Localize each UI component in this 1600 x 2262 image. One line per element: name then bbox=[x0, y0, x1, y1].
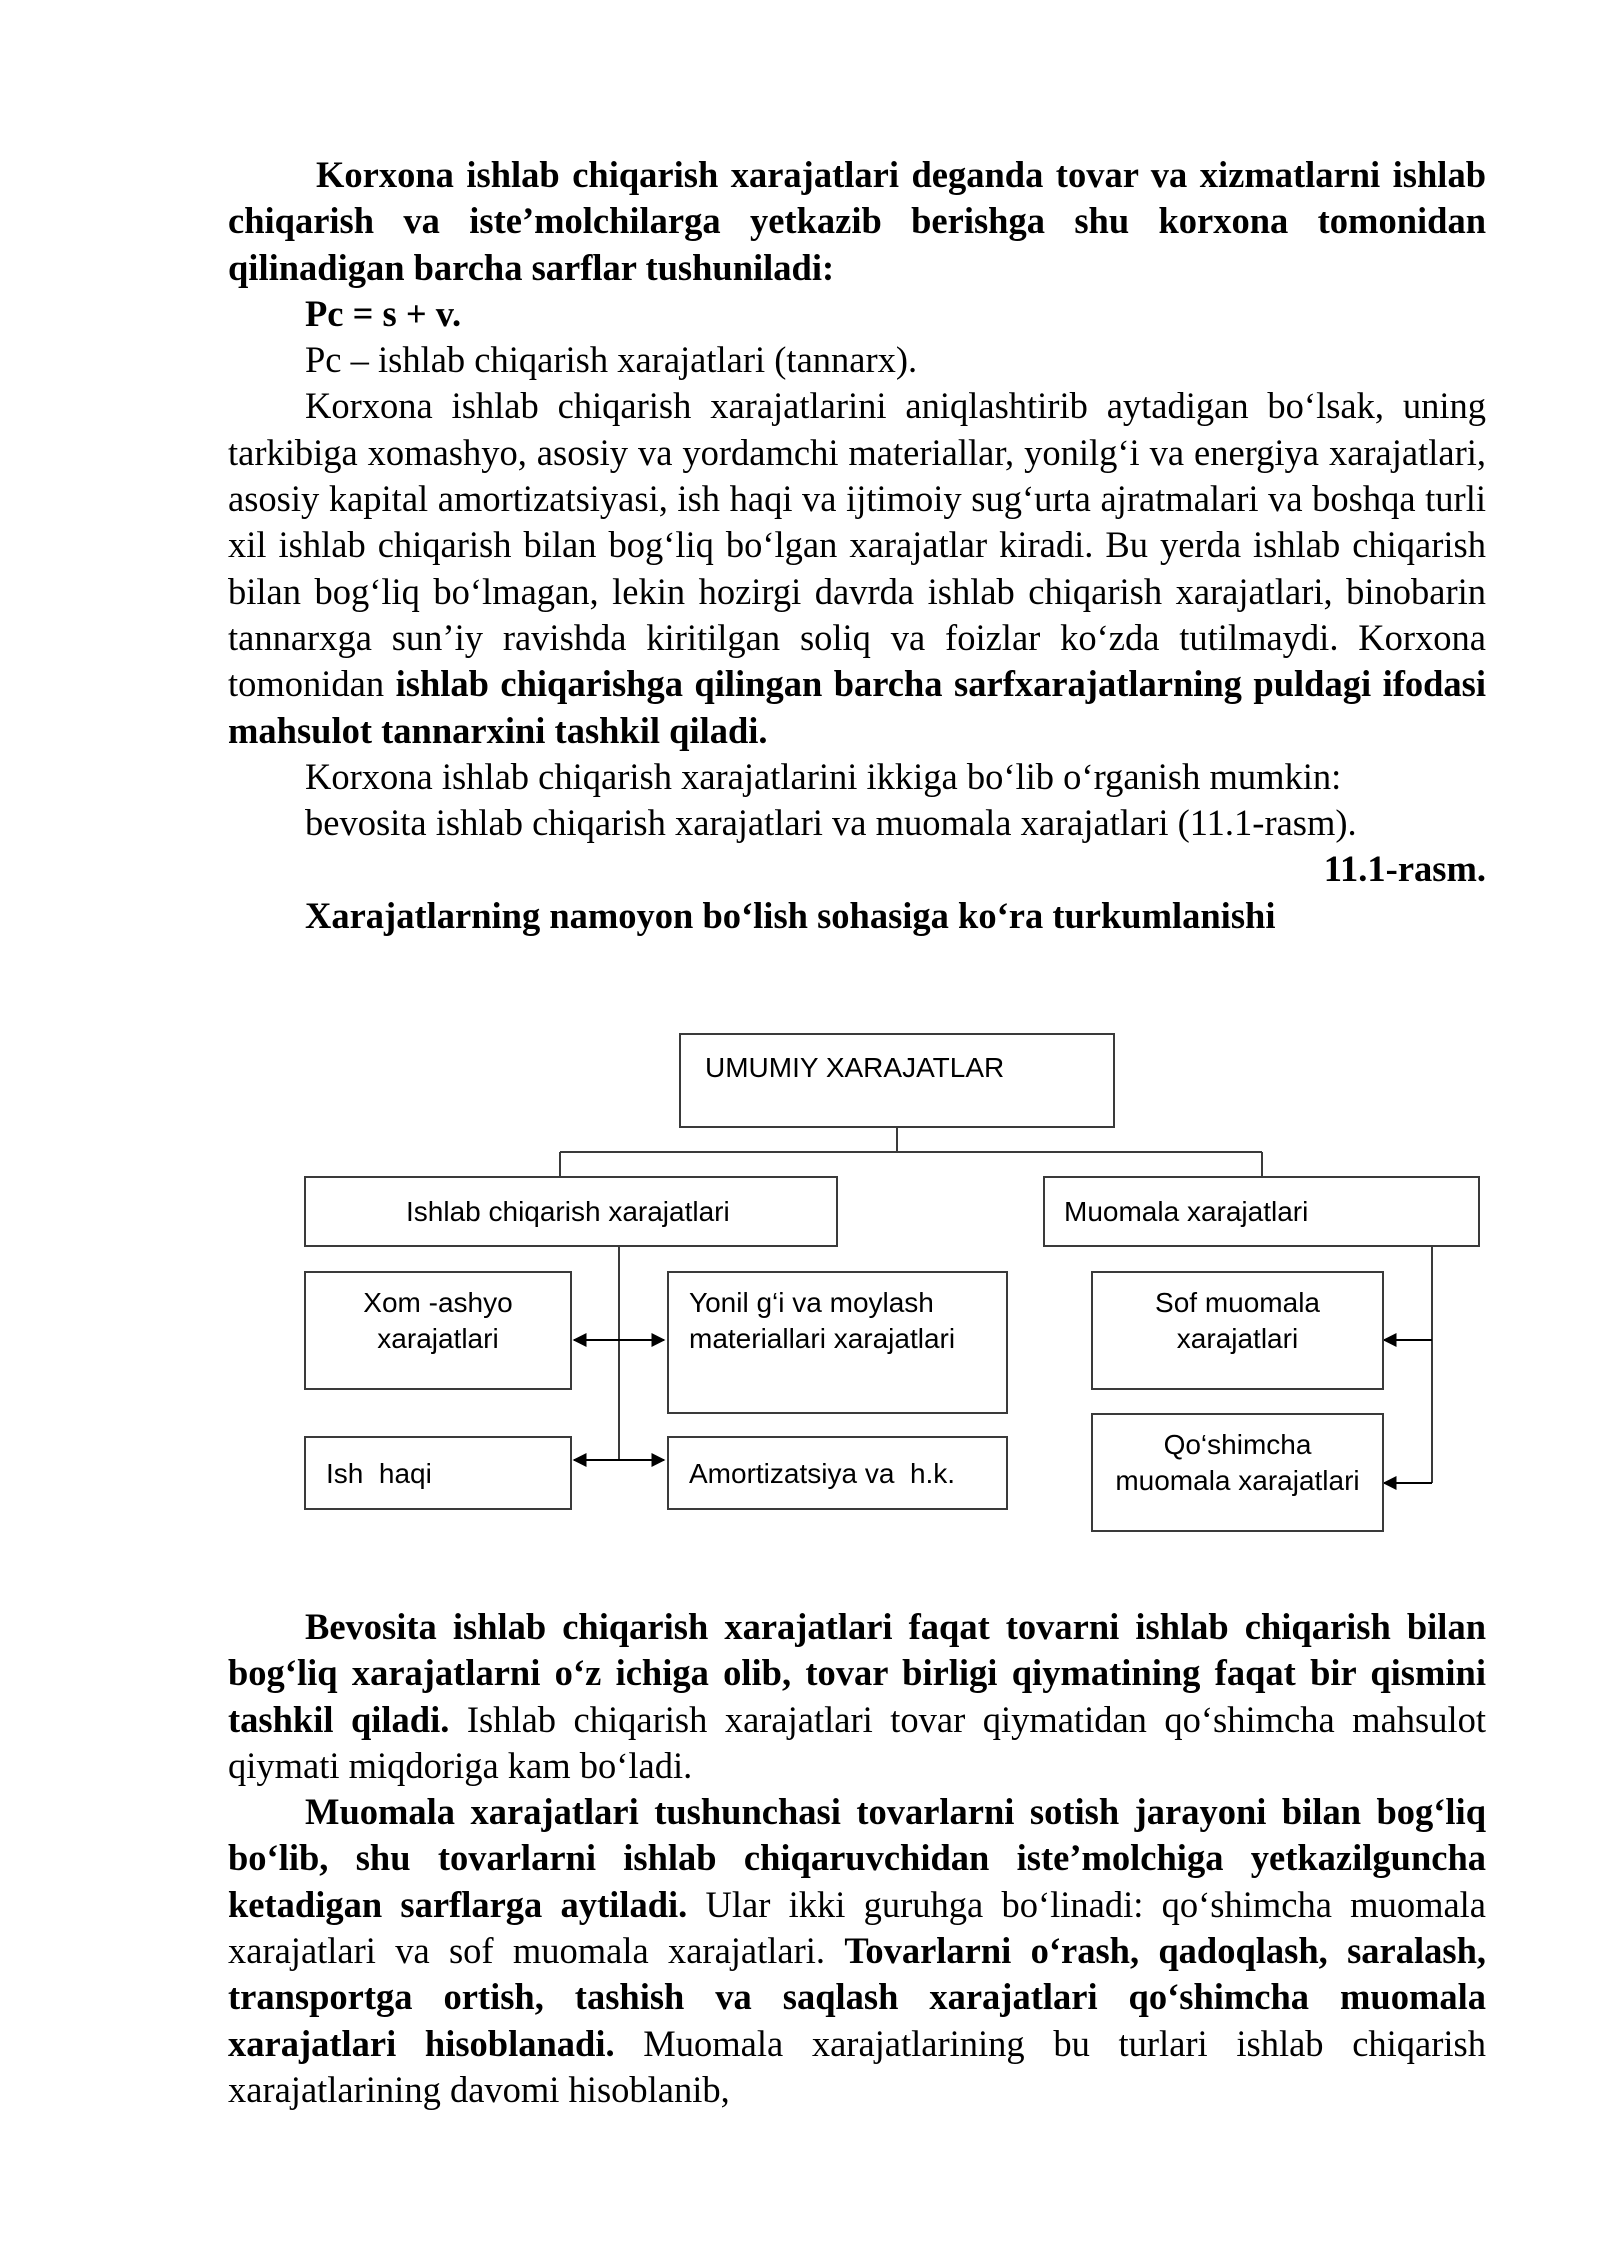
paragraph-two-types-line1: Korxona ishlab chiqarish xarajatlarini ikkiga bo‘lib o‘rganish mumkin: bbox=[305, 755, 1342, 797]
amortization-box bbox=[667, 1436, 1008, 1510]
net-circulation-line1: Sof muomala bbox=[1155, 1287, 1320, 1318]
net-circulation-line2: xarajatlari bbox=[1176, 1323, 1299, 1354]
body-text bbox=[228, 1604, 1486, 2113]
circulation-costs-label: Muomala xarajatlari bbox=[1064, 1196, 1309, 1227]
fuel-line2: materiallari xarajatlari bbox=[689, 1323, 956, 1354]
additional-circulation-line1: Qo‘shimcha bbox=[1163, 1429, 1312, 1460]
root-connector bbox=[560, 1128, 1262, 1176]
formula: Pc = s + v. bbox=[305, 292, 462, 334]
fuel-box bbox=[667, 1271, 1008, 1414]
circulation-bold-1: Muomala xarajatlari tushunchasi tovarlarni sotish jarayoni bilan bog‘liq bo‘lib, shu tovarlarni ishlab chiqaruvchidan iste’molchiga yetkazilguncha ketadigan sarflarga aytiladi. bbox=[228, 1791, 1486, 1925]
circulation-text-2: Muomala xarajatlarining bu turlari ishlab chiqarish xarajatlarining davomi hisoblanib, bbox=[228, 2022, 1486, 2110]
amortization-label: Amortizatsiya va h.k. bbox=[689, 1458, 956, 1489]
paragraph-circulation-costs bbox=[228, 1789, 1486, 2113]
paragraph-definition: Korxona ishlab chiqarish xarajatlari deganda tovar va xizmatlarni ishlab chiqarish va iste’molchilarga yetkazib berishga shu korxona tomonidan qilinadigan barcha sarflar tushuniladi: bbox=[228, 154, 1486, 288]
composition-bold: ishlab chiqarishga qilingan barcha sarfxarajatlarning puldagi ifodasi mahsulot tannarxini tashkil qiladi. bbox=[228, 663, 1487, 751]
circulation-bold-2: Tovarlarni o‘rash, qadoqlash, saralash, transportga ortish, tashish va saqlash xarajatlari qo‘shimcha muomala xarajatlari hisoblanadi. bbox=[228, 1930, 1487, 2064]
wages-label: Ish haqi bbox=[326, 1458, 432, 1489]
raw-materials-line1: Xom -ashyo bbox=[363, 1287, 513, 1318]
composition-text: Korxona ishlab chiqarish xarajatlarini aniqlashtirib aytadigan bo‘lsak, uning tarkibiga xomashyo, asosiy va yordamchi materiallar, yonilg‘i va energiya xarajatlari, asosiy kapital amortizatsiyasi, ish haqi va ijtimoiy sug‘urta ajratmalari va boshqa turli xil ishlab chiqarish bilan bog‘liq bo‘lgan xarajatlar kiradi. Bu yerda ishlab chiqarish bilan bog‘liq bo‘lmagan, lekin hozirgi davrda ishlab chiqarish xarajatlari, binobarin tannarxga sun’iy ravishda kiritilgan soliq va foizlar ko‘zda tutilmaydi. Korxona tomonidan bbox=[228, 385, 1486, 705]
direct-costs-text: Ishlab chiqarish xarajatlari tovar qiymatidan qo‘shimcha mahsulot qiymati miqdoriga kam bo‘ladi. bbox=[228, 1698, 1487, 1786]
root-label: UMUMIY XARAJATLAR bbox=[705, 1052, 1005, 1083]
raw-materials-box bbox=[304, 1271, 572, 1390]
circulation-text-1: Ular ikki guruhga bo‘linadi: qo‘shimcha muomala xarajatlari va sof muomala xarajatlari. bbox=[228, 1883, 1486, 1972]
additional-circulation-line2: muomala xarajatlari bbox=[1115, 1465, 1360, 1496]
circulation-costs-box bbox=[1043, 1176, 1480, 1247]
figure-label: 11.1-rasm. bbox=[1323, 848, 1486, 890]
production-costs-box bbox=[304, 1176, 838, 1247]
raw-materials-line2: xarajatlari bbox=[377, 1323, 499, 1354]
formula-definition: Pc – ishlab chiqarish xarajatlari (tannarx). bbox=[305, 339, 918, 381]
figure-title: Xarajatlarning namoyon bo‘lish sohasiga ko‘ra turkumlanishi bbox=[305, 894, 1276, 936]
paragraph-two-types-line2: bevosita ishlab chiqarish xarajatlari va muomala xarajatlari (11.1-rasm). bbox=[305, 802, 1357, 844]
direct-costs-bold: Bevosita ishlab chiqarish xarajatlari faqat tovarni ishlab chiqarish bilan bog‘liq xarajatlarni o‘z ichiga olib, tovar birligi qiymatining faqat bir qismini tashkil qiladi. bbox=[228, 1606, 1486, 1740]
paragraph-direct-costs bbox=[228, 1604, 1486, 1789]
wages-box bbox=[304, 1436, 572, 1510]
root-box bbox=[679, 1033, 1115, 1128]
additional-circulation-box bbox=[1091, 1413, 1384, 1532]
net-circulation-box bbox=[1091, 1271, 1384, 1390]
production-costs-label: Ishlab chiqarish xarajatlari bbox=[406, 1196, 730, 1227]
fuel-line1: Yonil g‘i va moylash bbox=[689, 1287, 934, 1318]
